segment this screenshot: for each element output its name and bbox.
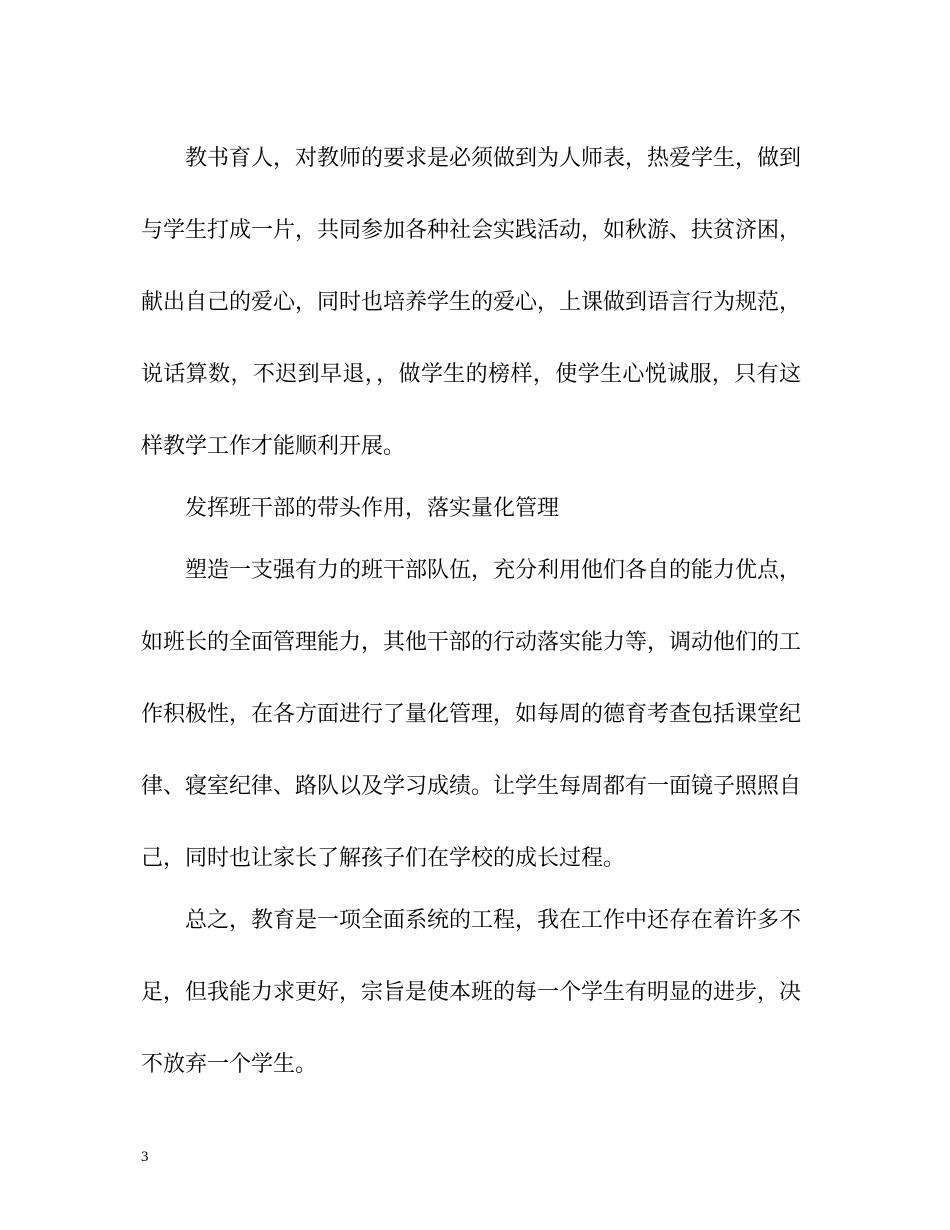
paragraph-3-line-3: 作积极性，在各方面进行了量化管理，如每周的德育考查包括课堂纪 (141, 702, 801, 727)
paragraph-1-line-5: 样教学工作才能顺利开展。 (141, 434, 406, 459)
section-heading: 发挥班干部的带头作用，落实量化管理 (185, 496, 560, 521)
paragraph-1-line-2: 与学生打成一片，共同参加各种社会实践活动，如秋游、扶贫济困， (141, 218, 801, 243)
paragraph-4-line-2: 足，但我能力求更好，宗旨是使本班的每一个学生有明显的进步，决 (141, 980, 801, 1005)
paragraph-3-line-5: 己，同时也让家长了解孩子们在学校的成长过程。 (141, 846, 626, 871)
paragraph-1-line-3: 献出自己的爱心，同时也培养学生的爱心，上课做到语言行为规范， (141, 290, 801, 315)
paragraph-1-line-4: 说话算数，不迟到早退，，做学生的榜样，使学生心悦诚服，只有这 (141, 362, 801, 387)
paragraph-3-line-4: 律、寝室纪律、路队以及学习成绩。让学生每周都有一面镜子照照自 (141, 774, 801, 799)
paragraph-1-line-1: 教书育人，对教师的要求是必须做到为人师表，热爱学生，做到 (185, 146, 801, 171)
paragraph-4-line-1: 总之，教育是一项全面系统的工程，我在工作中还存在着许多不 (185, 908, 801, 933)
paragraph-3-line-1: 塑造一支强有力的班干部队伍，充分利用他们各自的能力优点， (185, 558, 801, 583)
page-number: 3 (141, 1149, 149, 1165)
paragraph-3-line-2: 如班长的全面管理能力，其他干部的行动落实能力等，调动他们的工 (141, 630, 801, 655)
paragraph-4-line-3: 不放弃一个学生。 (141, 1052, 318, 1077)
